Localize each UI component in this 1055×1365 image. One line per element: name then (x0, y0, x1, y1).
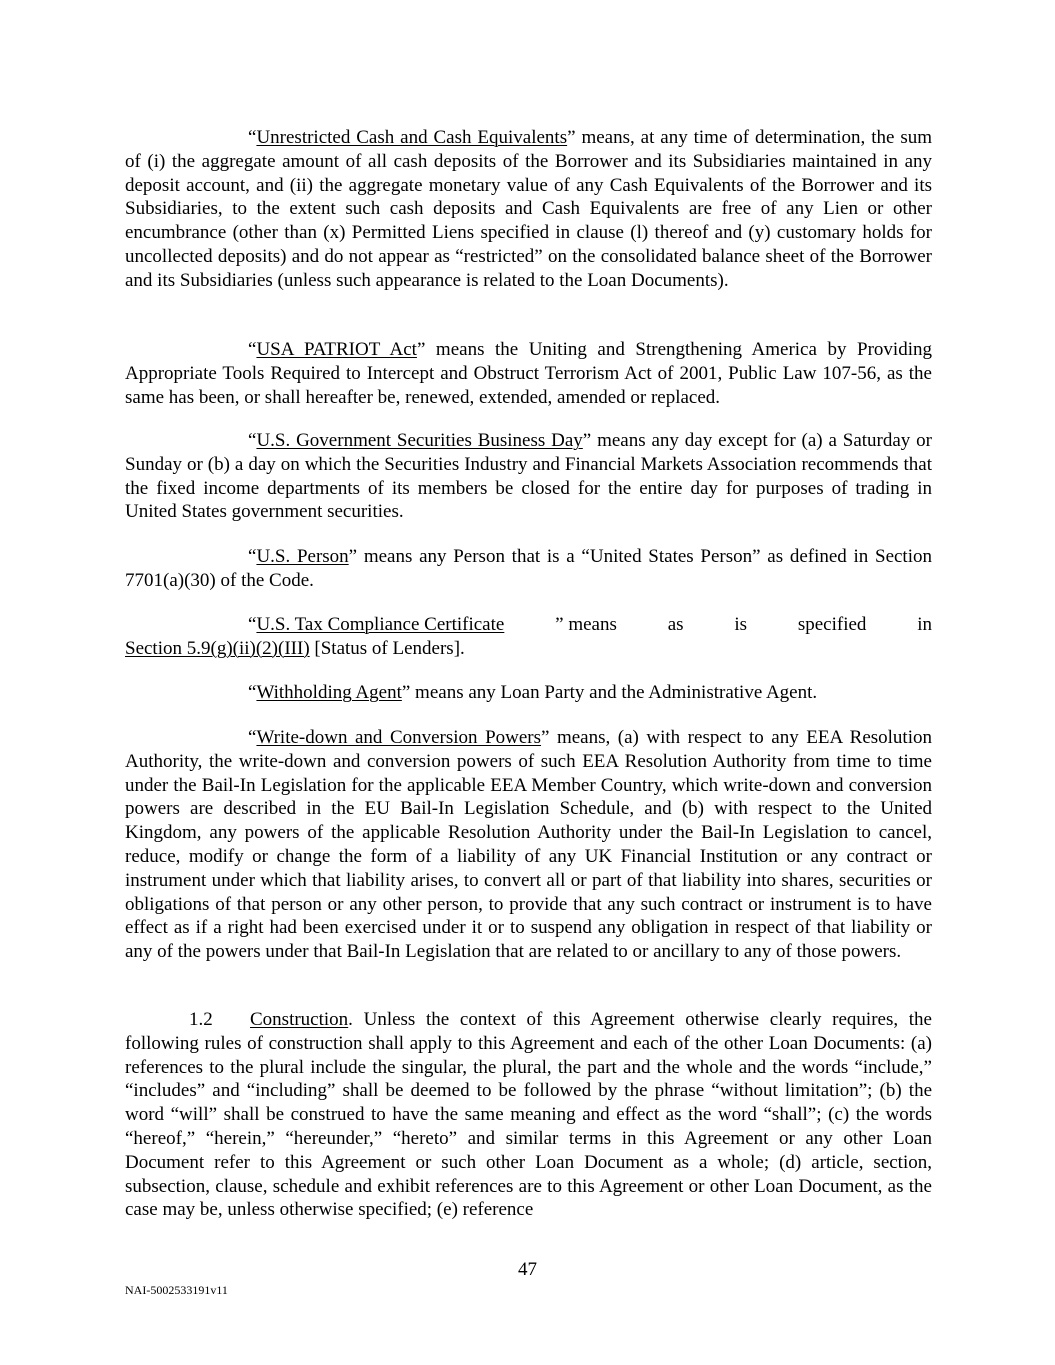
defined-term: Write-down and Conversion Powers (256, 727, 542, 748)
definition-write-down-and-conversion-powers (125, 726, 932, 964)
open-quote: “ (248, 727, 257, 748)
word: specified (797, 614, 867, 635)
definition-us-government-securities-business-day (125, 429, 932, 524)
defined-term: U.S. Tax Compliance Certificate (256, 614, 505, 635)
definition-text: ” means any Person that is a “United States Person” as defined in Section 7701(a)(30) of the Code. (125, 546, 932, 591)
open-quote: “ (248, 614, 257, 635)
definition-us-person (125, 545, 932, 593)
section-reference: Section 5.9(g)(ii)(2)(III) (125, 637, 310, 659)
open-quote: “ (248, 430, 257, 451)
definition-text: ” means any Loan Party and the Administrative Agent. (401, 682, 818, 703)
open-quote: “ (248, 339, 257, 360)
open-quote: “ (248, 682, 257, 703)
tax-cert-first-line (125, 613, 932, 637)
document-id: NAI-5002533191v11 (125, 1283, 228, 1297)
definition-unrestricted-cash (125, 126, 932, 293)
defined-term: U.S. Person (256, 546, 349, 567)
word: as (667, 614, 684, 635)
defined-term: U.S. Government Securities Business Day (256, 430, 583, 451)
definition-text: ” means, (a) with respect to any EEA Resolution Authority, the write-down and conversion powers of such EEA Resolution Authority from time to time under the Bail-In Legislation for the applicable EEA Member Country, which write-down and conversion powers are described in the EU Bail-In Legislation Schedule, and (b) with respect to the United Kingdom, any powers of the applicable Resolution Authority under the Bail-In Legislation to cancel, reduce, modify or change the form of a liability of any UK Financial Institution or any contract or instrument under which that liability arises, to convert all or part of that liability into shares, securities or obligations of that person or any other person, to provide that any such contract or instrument is to have effect as if a right had been exercised under it or to suspend any obligation in respect of that liability or any of the powers under that Bail-In Legislation that are related to or ancillary to any of those powers. (125, 727, 932, 963)
section-heading: Construction (250, 1009, 349, 1030)
definition-text: ” means, at any time of determination, the sum of (i) the aggregate amount of all cash deposits of the Borrower and its Subsidiaries maintained in any deposit account, and (ii) the aggregate monetary value of any Cash Equivalents of the Borrower and its Subsidiaries, to the extent such cash deposits and Cash Equivalents are free of any Lien or other encumbrance (other than (x) Permitted Liens specified in clause (l) thereof and (y) customary holds for uncollected deposits) and do not appear as “restricted” on the consolidated balance sheet of the Borrower and its Subsidiaries (unless such appearance is related to the Loan Documents). (125, 127, 932, 291)
word: in (917, 614, 932, 635)
definition-text: ” means any day except for (a) a Saturday or Sunday or (b) a day on which the Securities Industry and Financial Markets Association recommends that the fixed income departments of its members be closed for the entire day for purposes of trading in United States government securities. (125, 430, 932, 523)
defined-term: Unrestricted Cash and Cash Equivalents (256, 127, 568, 148)
section-1-2-construction (125, 1008, 932, 1222)
section-text: . Unless the context of this Agreement otherwise clearly requires, the following rules of construction shall apply to this Agreement and each of the other Loan Documents: (a) references to the plural include the singular, the plural, the part and the whole and the words “include,” “includes” and “including” shall be deemed to be followed by the phrase “without limitation”; (b) the word “will” shall be construed to have the same meaning and effect as the word “shall”; (c) the words “hereof,” “herein,” “hereunder,” “hereto” and similar terms in this Agreement or any other Loan Document refer to this Agreement or such other Loan Document as a whole; (d) article, section, subsection, clause, schedule and exhibit references are to this Agreement or other Loan Document, as the case may be, unless otherwise specified; (e) reference (125, 1009, 932, 1221)
defined-term: USA PATRIOT Act (256, 339, 417, 360)
definition-withholding-agent (125, 681, 932, 705)
open-quote: “ (248, 546, 257, 567)
defined-term-group (248, 613, 504, 637)
definition-usa-patriot-act (125, 338, 932, 409)
word: is (734, 614, 748, 635)
open-quote: “ (248, 127, 257, 148)
definition-us-tax-compliance-certificate (125, 613, 932, 661)
word: ” means (555, 614, 617, 635)
section-number: 1.2 (189, 1009, 213, 1030)
definition-text: ” means the Uniting and Strengthening America by Providing Appropriate Tools Required to Intercept and Obstruct Terrorism Act of 2001, Public Law 107-56, as the same has been, or shall hereafter be, renewed, extended, amended or replaced. (125, 339, 932, 408)
page-number: 47 (518, 1259, 537, 1280)
definition-text: [Status of Lenders]. (309, 637, 465, 659)
defined-term: Withholding Agent (256, 682, 402, 703)
tax-cert-second-line (125, 637, 932, 661)
